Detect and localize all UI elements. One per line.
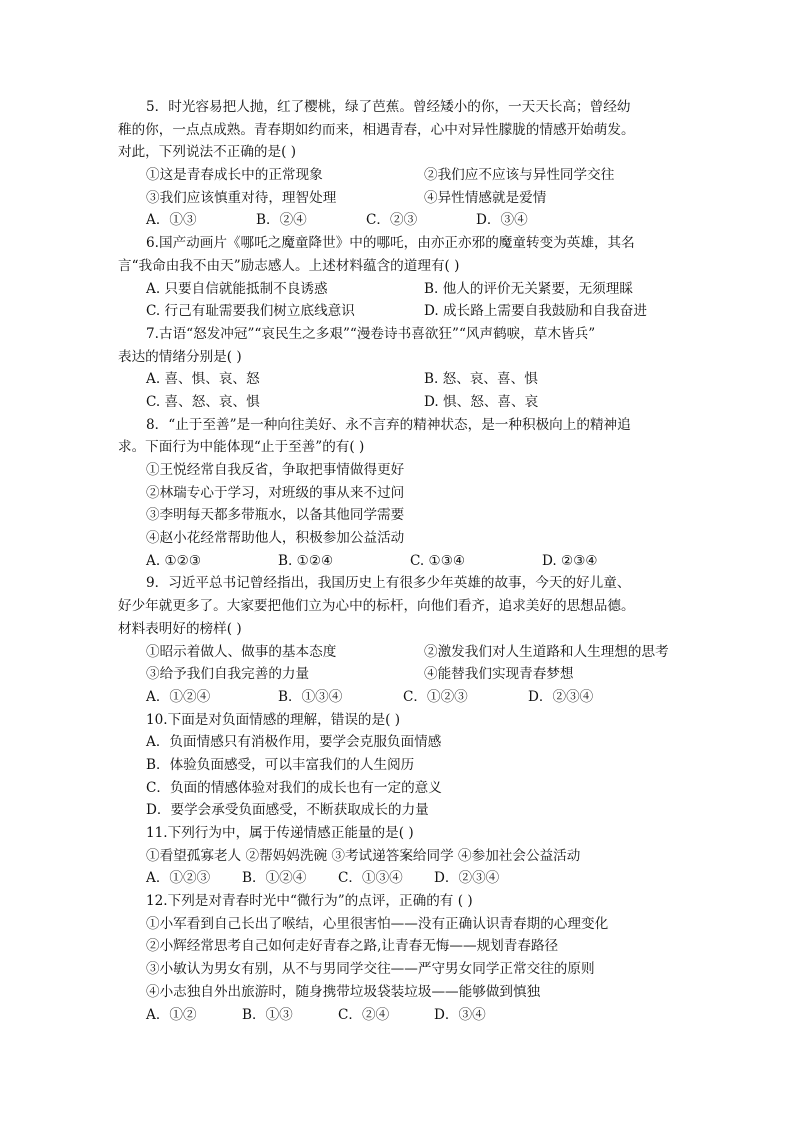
statement-item: ①这是青春成长中的正常现象 xyxy=(146,167,323,184)
question-stem: 7.古语“怒发冲冠”“哀民生之多艰”“漫卷诗书喜欲狂”“风声鹤唳，草木皆兵” xyxy=(146,325,596,342)
answer-option: B．①③④ xyxy=(278,688,343,705)
answer-option: B. 怒、哀、喜、惧 xyxy=(424,371,538,388)
answer-options xyxy=(118,867,690,890)
answer-option: D．②③④ xyxy=(434,870,500,887)
statement-item: ①王悦经常自我反省，争取把事情做得更好 xyxy=(146,462,405,478)
question-stem: 材料表明好的榜样( ) xyxy=(118,620,242,637)
answer-option: B. ①②④ xyxy=(278,552,334,569)
answer-options xyxy=(118,550,690,573)
question-stem: 8．“止于至善”是一种向往美好、永不言弃的精神状态，是一种积极向上的精神追 xyxy=(146,416,631,433)
statement-item: ②小辉经常思考自己如何走好青春之路,让青春无悔——规划青春路径 xyxy=(146,938,559,955)
answer-option: A．①②③ xyxy=(146,870,211,887)
statement-item: ②林瑞专心于学习，对班级的事从来不过问 xyxy=(146,484,405,501)
question-6 xyxy=(118,232,690,323)
question-stem: 求。下面行为中能体现“止于至善”的有( ) xyxy=(118,439,365,456)
question-stem: 6.国产动画片《哪吒之魔童降世》中的哪吒，由亦正亦邪的魔童转变为英雄，其名 xyxy=(146,235,635,252)
statement-row xyxy=(118,164,690,187)
answer-option: A. 喜、惧、哀、怒 xyxy=(146,371,260,388)
answer-option: D．要学会承受负面感受，不断获取成长的力量 xyxy=(146,802,429,819)
answer-options xyxy=(118,209,690,232)
question-stem: 稚的你，一点点成熟。青春期如约而来，相遇青春，心中对异性朦胧的情感开始萌发。 xyxy=(118,121,635,138)
question-stem: 10.下面是对负面情感的理解，错误的是( ) xyxy=(146,711,401,728)
question-11 xyxy=(118,822,690,890)
question-stem: 好少年就更多了。大家要把他们立为心中的标杆，向他们看齐，追求美好的思想品德。 xyxy=(118,598,635,615)
answer-option: C．负面的情感体验对我们的成长也有一定的意义 xyxy=(146,779,442,796)
statement-item: ④异性情感就是爱情 xyxy=(424,189,547,206)
answer-option: A．负面情感只有消极作用，要学会克服负面情感 xyxy=(146,734,442,751)
answer-option: A. ①②③ xyxy=(146,552,202,569)
answer-option: B．②④ xyxy=(256,212,307,229)
question-stem: 对此，下列说法不正确的是( ) xyxy=(118,144,297,161)
answer-options xyxy=(118,368,690,391)
answer-option: A．①②④ xyxy=(146,688,211,705)
answer-option: C. ①③④ xyxy=(410,552,466,569)
statement-item: ①小军看到自己长出了喉结，心里很害怕——没有正确认识青春期的心理变化 xyxy=(146,915,609,932)
statement-item: ④小志独自外出旅游时，随身携带垃圾袋装垃圾——能够做到慎独 xyxy=(146,983,541,1000)
question-7 xyxy=(118,323,690,414)
answer-options xyxy=(118,278,690,301)
statement-row xyxy=(118,641,690,664)
answer-option: B. 他人的评价无关紧要，无须理睬 xyxy=(424,280,633,297)
answer-option: D. 惧、怒、喜、哀 xyxy=(424,393,539,410)
answer-option: D．②③④ xyxy=(528,688,594,705)
question-9 xyxy=(118,572,690,708)
statement-item: ④能替我们实现青春梦想 xyxy=(424,666,574,683)
answer-option: B．①②④ xyxy=(242,870,307,887)
answer-option: C．②④ xyxy=(338,1006,390,1023)
question-12 xyxy=(118,890,690,1026)
question-stem: 言“我命由我不由天”励志感人。上述材料蕴含的道理有( ) xyxy=(118,257,460,274)
statement-row xyxy=(118,187,690,210)
answer-options xyxy=(118,300,690,323)
answer-options xyxy=(118,686,690,709)
answer-option: D. ②③④ xyxy=(542,552,598,569)
answer-options xyxy=(118,391,690,414)
answer-option: C．①③④ xyxy=(338,870,403,887)
answer-option: D. 成长路上需要自我鼓励和自我奋进 xyxy=(424,303,647,320)
answer-option: A．①② xyxy=(146,1006,197,1023)
question-stem: 11.下列行为中，属于传递情感正能量的是( ) xyxy=(146,825,414,841)
answer-options xyxy=(118,1004,690,1027)
question-stem: 表达的情绪分别是( ) xyxy=(118,348,242,365)
answer-option: D．③④ xyxy=(434,1006,486,1023)
answer-option: A．①③ xyxy=(146,212,197,229)
answer-option: C．②③ xyxy=(366,212,418,229)
statement-item: ②激发我们对人生道路和人生理想的思考 xyxy=(424,643,669,660)
statement-item: ②我们应不应该与异性同学交往 xyxy=(424,167,615,184)
answer-option: B．①③ xyxy=(242,1006,293,1023)
statement-row xyxy=(118,663,690,686)
statement-item: ③小敏认为男女有别，从不与男同学交往——严守男女同学正常交往的原则 xyxy=(146,961,595,978)
question-list xyxy=(118,96,690,1026)
statement-item: ④赵小花经常帮助他人，积极参加公益活动 xyxy=(146,530,405,547)
question-5 xyxy=(118,96,690,232)
question-8 xyxy=(118,414,690,573)
question-stem: 5．时光容易把人抛，红了樱桃，绿了芭蕉。曾经矮小的你，一天天长高；曾经幼 xyxy=(146,99,631,115)
answer-option: A. 只要自信就能抵制不良诱惑 xyxy=(146,280,328,297)
answer-option: B．体验负面感受，可以丰富我们的人生阅历 xyxy=(146,756,415,773)
answer-option: C. 行己有耻需要我们树立底线意识 xyxy=(146,303,355,320)
statement-item: ①看望孤寡老人 ②帮妈妈洗碗 ③考试递答案给同学 ④参加社会公益活动 xyxy=(146,847,581,864)
question-10 xyxy=(118,709,690,822)
answer-option: D．③④ xyxy=(476,212,528,229)
statement-item: ③给予我们自我完善的力量 xyxy=(146,666,310,683)
statement-item: ③我们应该慎重对待，理智处理 xyxy=(146,189,337,206)
question-stem: 9．习近平总书记曾经指出，我国历史上有很多少年英雄的故事，今天的好儿童、 xyxy=(146,575,631,592)
answer-option: C．①②③ xyxy=(403,688,468,705)
statement-item: ③李明每天都多带瓶水，以备其他同学需要 xyxy=(146,507,405,524)
answer-option: C. 喜、怒、哀、惧 xyxy=(146,393,260,410)
statement-item: ①昭示着做人、做事的基本态度 xyxy=(146,643,337,660)
question-stem: 12.下列是对青春时光中“微行为”的点评，正确的有 ( ) xyxy=(146,893,473,910)
